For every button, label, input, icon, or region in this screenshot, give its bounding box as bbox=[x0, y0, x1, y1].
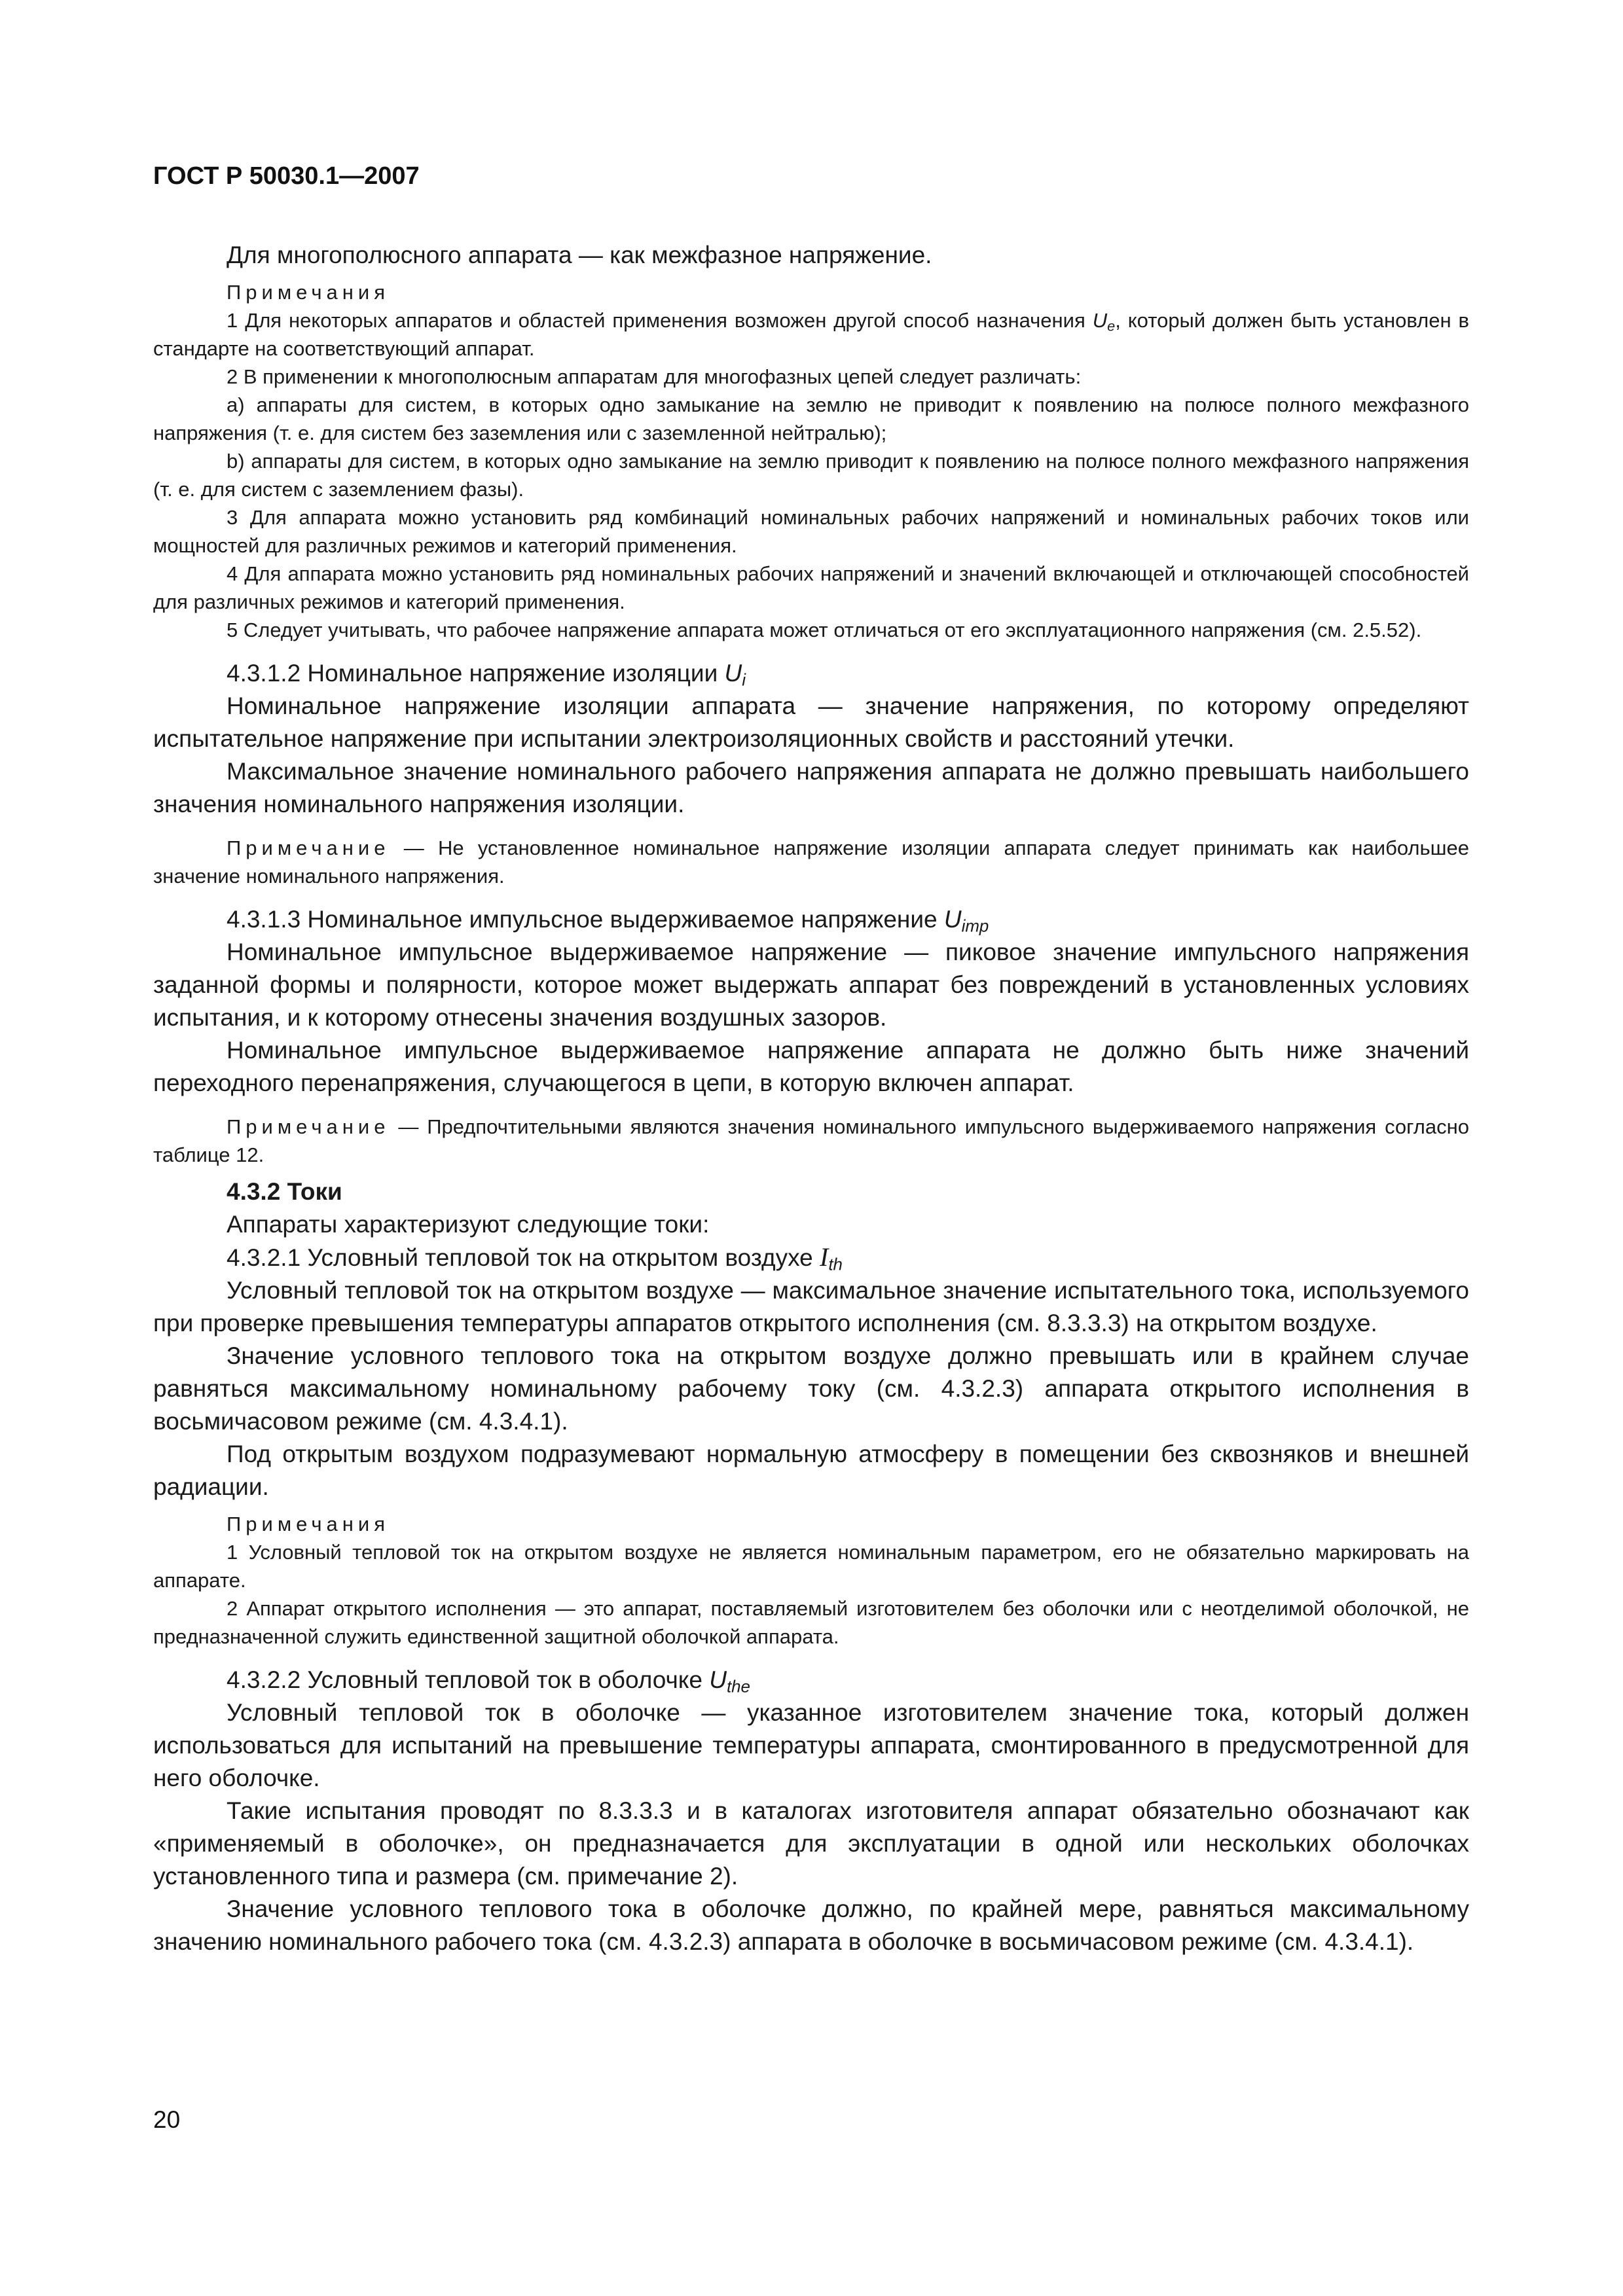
note-item: 4 Для аппарата можно установить ряд номинальных рабочих напряжений и значений включающей и отключающей способностей для различных режимов и категорий применения. bbox=[153, 562, 1469, 613]
note: Примечание — Предпочтительными являются значения номинального импульсного выдерживаемого напряжения согласно таблице 12. bbox=[153, 1115, 1469, 1166]
paragraph: Условный тепловой ток в оболочке — указанное изготовителем значение тока, который должен использоваться для испытаний на превышение температуры аппарата, смонтированного в предусмотренной для него оболочке. bbox=[153, 1699, 1469, 1791]
note-item: 1 Условный тепловой ток на открытом воздухе не является номинальным параметром, его не обязательно маркировать на аппарате. bbox=[153, 1541, 1469, 1592]
note-item: 2 Аппарат открытого исполнения — это аппарат, поставляемый изготовителем без оболочки или с неотделимой оболочкой, не предназначенной служить единственной защитной оболочкой аппарата. bbox=[153, 1597, 1469, 1648]
paragraph: Для многополюсного аппарата — как межфазное напряжение. bbox=[227, 242, 932, 268]
paragraph: Номинальное импульсное выдерживаемое напряжение аппарата не должно быть ниже значений переходного перенапряжения, случающегося в цепи, в которую включен аппарат. bbox=[153, 1037, 1469, 1096]
paragraph: Значение условного теплового тока на открытом воздухе должно превышать или в крайнем случае равняться максимальному номинальному рабочему току (см. 4.3.2.3) аппарата открытого исполнения в восьмичасовом режиме (см. 4.3.4.1). bbox=[153, 1342, 1469, 1435]
clause-heading: 4.3.2.1 Условный тепловой ток на открытом воздухе $I_{th}$ bbox=[227, 1242, 843, 1274]
page-body bbox=[153, 239, 1469, 1958]
note-item: 2 В применении к многополюсным аппаратам для многофазных цепей следует различать: bbox=[227, 365, 1082, 388]
note-item: a) аппараты для систем, в которых одно замыкание на землю не приводит к появлению на полюсе полного межфазного напряжения (т. е. для систем без заземления или с заземленной нейтралью); bbox=[153, 393, 1469, 444]
paragraph: Номинальное импульсное выдерживаемое напряжение — пиковое значение импульсного напряжения заданной формы и полярности, которое может выдержать аппарат без повреждений в установленных условиях испытания, и к которому отнесены значения воздушных зазоров. bbox=[153, 939, 1469, 1031]
notes-title: Примечания bbox=[227, 281, 390, 304]
document-header: ГОСТ Р 50030.1—2007 bbox=[153, 162, 420, 190]
note-item: 1 Для некоторых аппаратов и областей применения возможен другой способ назначения $U_e$, который должен быть установлен в стандарте на соответствующий аппарат. bbox=[153, 309, 1469, 360]
clause-heading: 4.3.1.2 Номинальное напряжение изоляции $U_i$ bbox=[227, 660, 746, 690]
paragraph: Максимальное значение номинального рабочего напряжения аппарата не должно превышать наибольшего значения номинального напряжения изоляции. bbox=[153, 758, 1469, 817]
paragraph: Значение условного теплового тока в оболочке должно, по крайней мере, равняться максимальному значению номинального рабочего тока (см. 4.3.2.3) аппарата в оболочке в восьмичасовом режиме (см. 4.3.4.1). bbox=[153, 1895, 1469, 1955]
notes-title: Примечания bbox=[227, 1513, 390, 1535]
note-item: 5 Следует учитывать, что рабочее напряжение аппарата может отличаться от его эксплуатационного напряжения (см. 2.5.52). bbox=[227, 619, 1422, 641]
paragraph: Такие испытания проводят по 8.3.3.3 и в каталогах изготовителя аппарат обязательно обозначают как «применяемый в оболочке», он предназначается для эксплуатации в одной или нескольких оболочках установленного типа и размера (см. примечание 2). bbox=[153, 1797, 1469, 1890]
page-number: 20 bbox=[153, 2106, 181, 2133]
paragraph: Под открытым воздухом подразумевают нормальную атмосферу в помещении без сквозняков и внешней радиации. bbox=[153, 1441, 1469, 1500]
section-heading: 4.3.2 Токи bbox=[227, 1178, 342, 1205]
paragraph: Аппараты характеризуют следующие токи: bbox=[227, 1211, 710, 1238]
note-item: 3 Для аппарата можно установить ряд комбинаций номинальных рабочих напряжений и номинальных рабочих токов или мощностей для различных режимов и категорий применения. bbox=[153, 506, 1469, 557]
clause-heading: 4.3.1.3 Номинальное импульсное выдерживаемое напряжение $U_{imp}$ bbox=[227, 906, 989, 936]
note-item: b) аппараты для систем, в которых одно замыкание на землю приводит к появлению на полюсе полного межфазного напряжения (т. е. для систем с заземлением фазы). bbox=[153, 450, 1469, 501]
note: Примечание — Не установленное номинальное напряжение изоляции аппарата следует принимать как наибольшее значение номинального напряжения. bbox=[153, 836, 1469, 888]
paragraph: Условный тепловой ток на открытом воздухе — максимальное значение испытательного тока, используемого при проверке превышения температуры аппаратов открытого исполнения (см. 8.3.3.3) на открытом воздухе. bbox=[153, 1277, 1469, 1336]
paragraph: Номинальное напряжение изоляции аппарата — значение напряжения, по которому определяют испытательное напряжение при испытании электроизоляционных свойств и расстояний утечки. bbox=[153, 692, 1469, 752]
clause-heading: 4.3.2.2 Условный тепловой ток в оболочке $U_{the}$ bbox=[227, 1666, 750, 1696]
